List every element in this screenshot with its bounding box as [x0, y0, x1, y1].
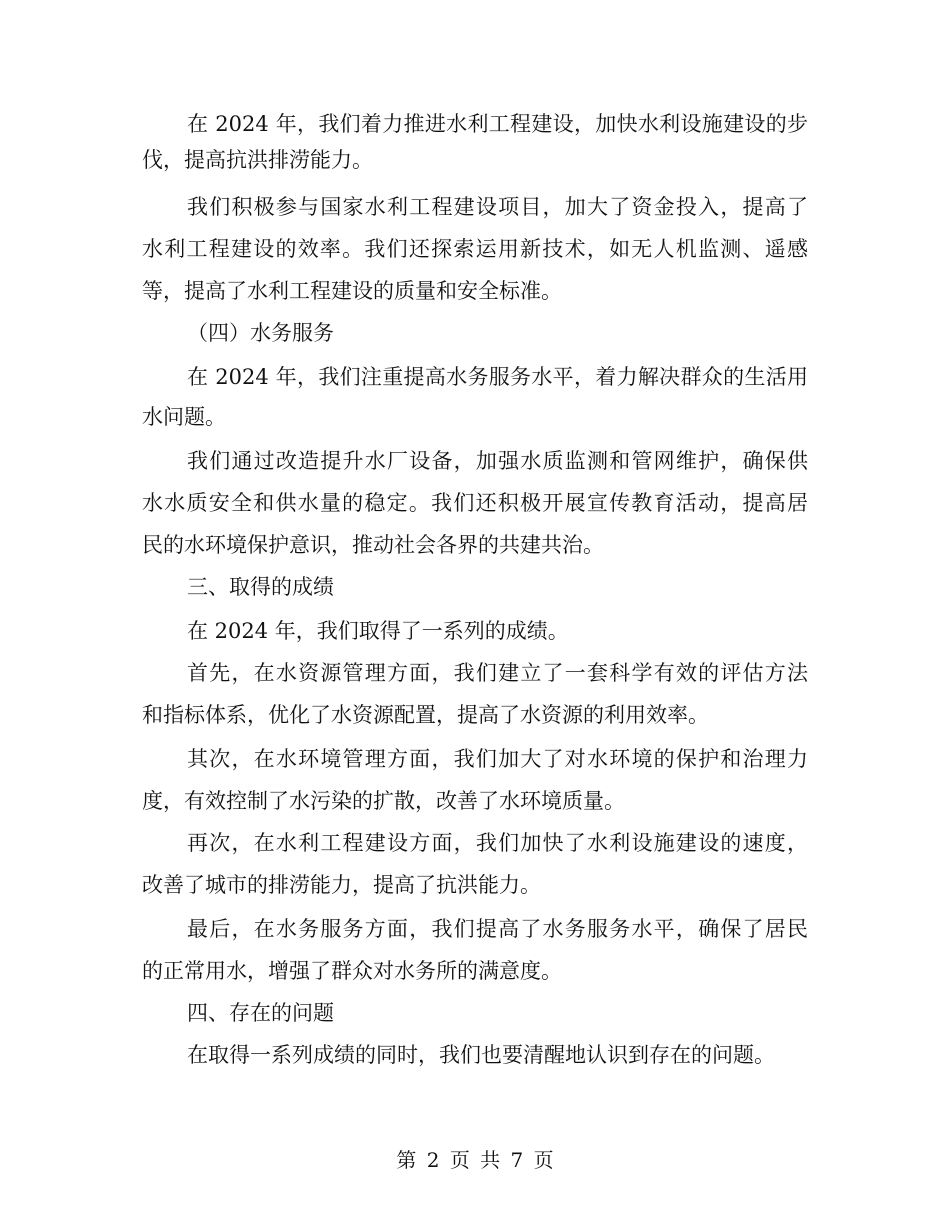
paragraph-line: 首先，在水资源管理方面，我们建立了一套科学有效的评估方法 — [187, 661, 808, 685]
paragraph-line: 民的水环境保护意识，推动社会各界的共建共治。 — [142, 533, 604, 557]
section-heading: 三、取得的成绩 — [187, 575, 334, 599]
paragraph-line: 最后，在水务服务方面，我们提高了水务服务水平，确保了居民 — [187, 917, 808, 941]
section-heading: （四）水务服务 — [187, 321, 334, 345]
paragraph-line: 和指标体系，优化了水资源配置，提高了水资源的利用效率。 — [142, 703, 709, 727]
paragraph-line: 伐，提高抗洪排涝能力。 — [142, 148, 373, 172]
paragraph-line: 等，提高了水利工程建设的质量和安全标准。 — [142, 279, 562, 303]
paragraph-line: 在 2024 年，我们注重提高水务服务水平，着力解决群众的生活用 — [187, 365, 808, 389]
paragraph-line: 水利工程建设的效率。我们还探索运用新技术，如无人机监测、遥感 — [142, 237, 808, 261]
paragraph-line: 的正常用水，增强了群众对水务所的满意度。 — [142, 959, 562, 983]
page-number-footer: 第 2 页 共 7 页 — [396, 1148, 554, 1172]
paragraph-line: 我们通过改造提升水厂设备，加强水质监测和管网维护，确保供 — [187, 449, 808, 473]
paragraph-line: 我们积极参与国家水利工程建设项目，加大了资金投入，提高了 — [187, 195, 808, 219]
paragraph-line: 在 2024 年，我们着力推进水利工程建设，加快水利设施建设的步 — [187, 112, 808, 136]
paragraph-line: 水水质安全和供水量的稳定。我们还积极开展宣传教育活动，提高居 — [142, 491, 808, 515]
paragraph-line: 在 2024 年，我们取得了一系列的成绩。 — [187, 619, 569, 643]
paragraph-line: 水问题。 — [142, 405, 226, 429]
section-heading: 四、存在的问题 — [187, 1001, 334, 1025]
paragraph-line: 在取得一系列成绩的同时，我们也要清醒地认识到存在的问题。 — [187, 1043, 775, 1067]
paragraph-line: 度，有效控制了水污染的扩散，改善了水环境质量。 — [142, 789, 625, 813]
paragraph-line: 再次，在水利工程建设方面，我们加快了水利设施建设的速度， — [187, 831, 808, 855]
paragraph-line: 改善了城市的排涝能力，提高了抗洪能力。 — [142, 873, 541, 897]
paragraph-line: 其次，在水环境管理方面，我们加大了对水环境的保护和治理力 — [187, 747, 808, 771]
